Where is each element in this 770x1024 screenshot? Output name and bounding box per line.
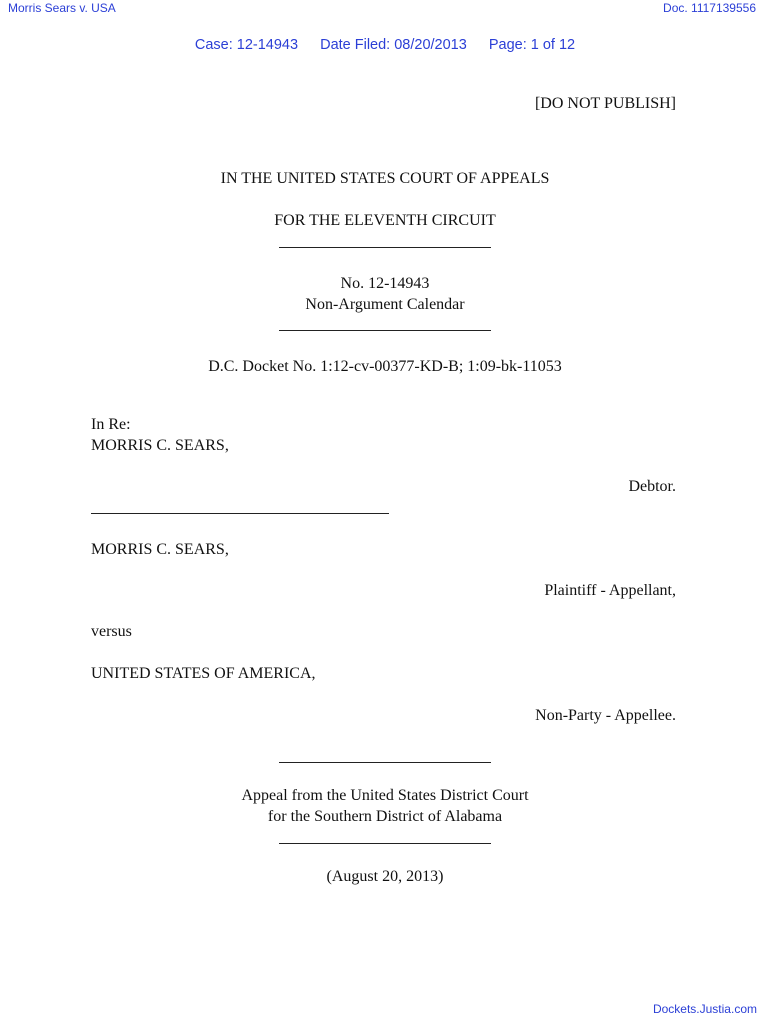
docket-number: D.C. Docket No. 1:12-cv-00377-KD-B; 1:09-bk-11053 bbox=[208, 358, 562, 375]
divider-rule bbox=[279, 843, 491, 844]
stamp-date-filed: Date Filed: 08/20/2013 bbox=[320, 37, 467, 53]
versus-label: versus bbox=[91, 623, 132, 640]
appellee-role: Non-Party - Appellee. bbox=[535, 707, 676, 724]
stamp-page: Page: 1 of 12 bbox=[488, 37, 576, 53]
debtor-role: Debtor. bbox=[628, 478, 676, 495]
divider-rule bbox=[279, 762, 491, 763]
appeal-origin-line1: Appeal from the United States District Court bbox=[241, 787, 529, 804]
appellee-name: UNITED STATES OF AMERICA, bbox=[91, 665, 316, 682]
filing-stamp bbox=[0, 37, 770, 53]
in-re-label: In Re: bbox=[91, 416, 131, 433]
doc-number-link[interactable]: Doc. 1117139556 bbox=[663, 1, 756, 15]
appellant-name: MORRIS C. SEARS, bbox=[91, 541, 229, 558]
source-link[interactable]: Dockets.Justia.com bbox=[652, 1002, 757, 1016]
calendar-type: Non-Argument Calendar bbox=[305, 296, 465, 313]
case-title-link[interactable]: Morris Sears v. USA bbox=[8, 1, 116, 15]
publish-note: [DO NOT PUBLISH] bbox=[534, 95, 676, 112]
debtor-name: MORRIS C. SEARS, bbox=[91, 437, 229, 454]
appellant-role: Plaintiff - Appellant, bbox=[544, 582, 676, 599]
divider-rule bbox=[279, 330, 491, 331]
decision-date: (August 20, 2013) bbox=[326, 868, 444, 885]
divider-rule bbox=[279, 247, 491, 248]
case-number: No. 12-14943 bbox=[340, 275, 430, 292]
court-name: IN THE UNITED STATES COURT OF APPEALS bbox=[220, 170, 550, 187]
circuit-name: FOR THE ELEVENTH CIRCUIT bbox=[274, 212, 496, 229]
appeal-origin-line2: for the Southern District of Alabama bbox=[267, 808, 503, 825]
stamp-case: Case: 12-14943 bbox=[194, 37, 299, 53]
section-divider bbox=[91, 513, 389, 514]
